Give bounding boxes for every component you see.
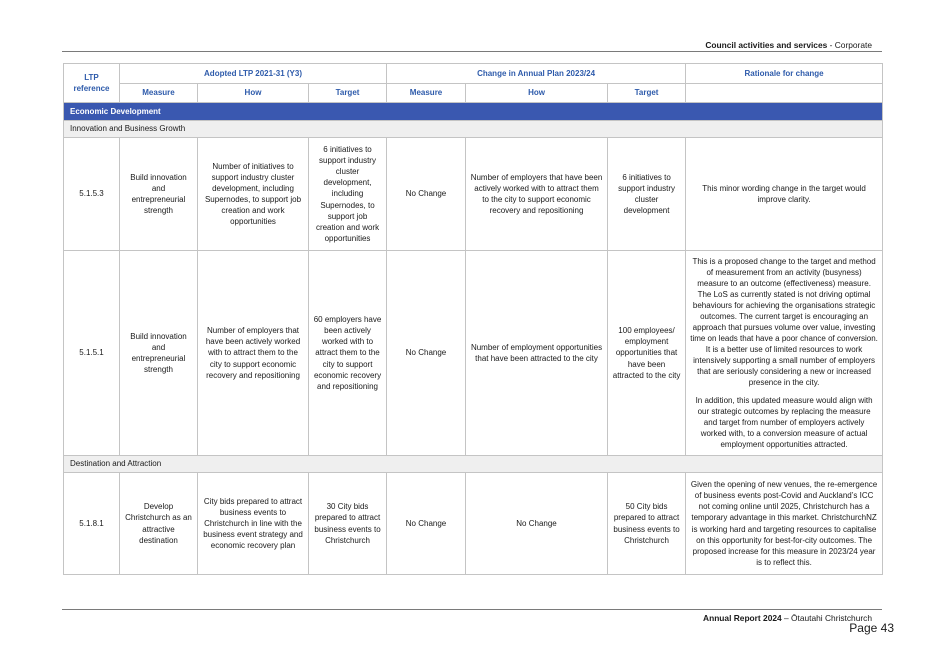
footer-separator: – [781,613,791,623]
levels-of-service-table [63,63,883,575]
header-area: Corporate [834,40,872,50]
col-ltp-reference: LTP reference [64,64,120,103]
cell-new-target: 6 initiatives to support industry cluster development [608,138,686,251]
cell-rationale [686,473,883,575]
group-row [64,456,883,473]
cell-target: 6 initiatives to support industry cluster development, including Supernodes, to support job creation and work opportunities [309,138,387,251]
cell-new-how: No Change [466,473,608,575]
header-row-1 [64,64,883,84]
col-rationale: Rationale for change [686,64,883,84]
cell-new-how: Number of employment opportunities that have been attracted to the city [466,251,608,456]
cell-new-target: 100 employees/ employment opportunities that have been attracted to the city [608,251,686,456]
cell-target: 60 employers have been actively worked with to attract them to the city to support economic recovery and repositioning [309,251,387,456]
running-footer [703,613,872,623]
col-new-target: Target [608,84,686,103]
footer-rule [62,609,882,610]
cell-new-how: Number of employers that have been actively worked with to attract them to the city to support economic recovery and repositioning [466,138,608,251]
cell-rationale [686,138,883,251]
running-header [705,40,872,50]
rationale-paragraph: In addition, this updated measure would align with our strategic outcomes by replacing the measure and target from number of employers actively worked with, to a conversion measure of actual employment opportunities attracted. [695,396,873,450]
cell-ref: 5.1.5.1 [64,251,120,456]
cell-new-measure: No Change [387,473,466,575]
cell-new-target: 50 City bids prepared to attract business events to Christchurch [608,473,686,575]
section-row [64,103,883,121]
cell-ref: 5.1.8.1 [64,473,120,575]
cell-rationale [686,251,883,456]
header-row-2 [64,84,883,103]
col-group-adopted-ltp: Adopted LTP 2021-31 (Y3) [120,64,387,84]
table-row [64,138,883,251]
cell-measure: Build innovation and entrepreneurial strength [120,251,198,456]
section-title: Economic Development [64,103,883,121]
rationale-paragraph: This is a proposed change to the target and method of measurement from an activity (busyness) measure to an outcome (effectiveness) measure. The LoS as currently stated is not driving optimal behaviours for achieving the organisations strategic outcomes. The current target is encouraging an approach that pursues volume over value, investing time on leads that have a poor chance of conversion. It is a better use of limited resources to work intensively supporting a small number of employers that are seriously considering a new or increased presence in the city. [690,256,878,388]
cell-ref: 5.1.5.3 [64,138,120,251]
footer-report: Annual Report 2024 [703,613,782,623]
rationale-paragraph: This minor wording change in the target would improve clarity. [702,183,866,204]
col-new-measure: Measure [387,84,466,103]
col-how: How [198,84,309,103]
header-rule [62,51,882,52]
col-rationale-blank [686,84,883,103]
cell-target: 30 City bids prepared to attract business events to Christchurch [309,473,387,575]
col-measure: Measure [120,84,198,103]
footer-city: Ōtautahi Christchurch [791,613,872,623]
col-new-how: How [466,84,608,103]
cell-measure: Develop Christchurch as an attractive destination [120,473,198,575]
table-row [64,251,883,456]
table-row [64,473,883,575]
cell-new-measure: No Change [387,251,466,456]
header-section: Council activities and services [705,40,828,50]
cell-how: Number of initiatives to support industry cluster development, including Supernodes, to support job creation and work opportunities [198,138,309,251]
cell-measure: Build innovation and entrepreneurial strength [120,138,198,251]
page-number: Page 43 [849,621,894,635]
cell-how: City bids prepared to attract business events to Christchurch in line with the business event strategy and economic recovery plan [198,473,309,575]
cell-new-measure: No Change [387,138,466,251]
header-separator: - [827,40,835,50]
rationale-paragraph: Given the opening of new venues, the re-emergence of business events post-Covid and Auckland’s ICC not coming online until 2025, Christchurch has a temporary advantage in this market. ChristchurchNZ is working hard and targeting resources to capitalise on this opportunity for best-for-city outcomes. The proposed increase for this measure in 2023/24 year is to reflect this. [690,480,878,567]
group-row [64,121,883,138]
group-title: Innovation and Business Growth [64,121,883,138]
col-target: Target [309,84,387,103]
group-title: Destination and Attraction [64,456,883,473]
cell-how: Number of employers that have been actively worked with to attract them to the city to support economic recovery and repositioning [198,251,309,456]
col-group-change-annual-plan: Change in Annual Plan 2023/24 [387,64,686,84]
